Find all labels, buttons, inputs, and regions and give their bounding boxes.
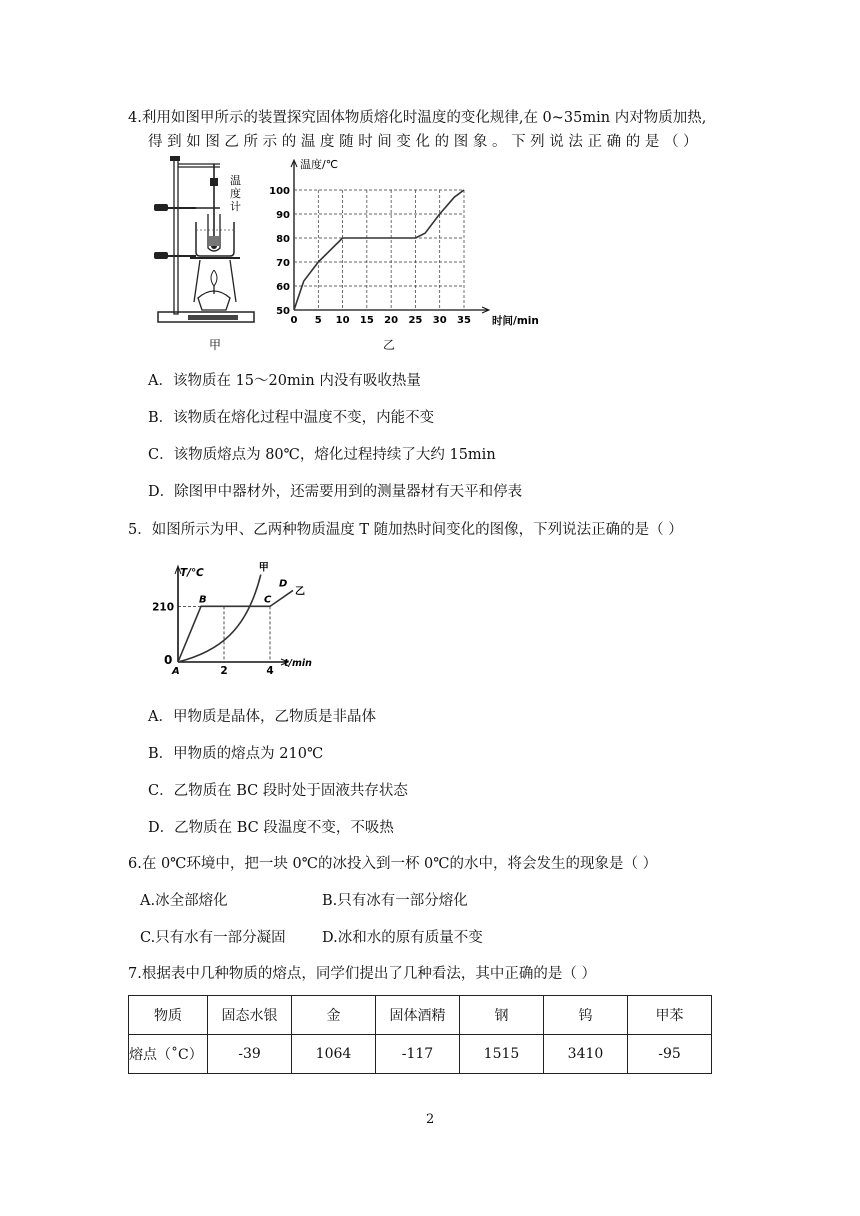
y-axis-label: T/℃ [180, 567, 204, 579]
y-tick-label: 100 [270, 186, 290, 197]
point-label: A [172, 666, 180, 677]
x-tick-label: 10 [335, 315, 350, 326]
page-number: 2 [426, 1112, 435, 1127]
q6-option-b: B.只有冰有一部分熔化 [322, 893, 468, 909]
table-cell: 熔点（˚C） [129, 1035, 208, 1074]
q5-option-c: C．乙物质在 BC 段时处于固液共存状态 [148, 783, 408, 799]
point-label: D [279, 578, 288, 590]
y-tick-label: 50 [276, 306, 290, 317]
y-tick-label: 70 [276, 258, 290, 269]
q4-stem-line2: 得 到 如 图 乙 所 示 的 温 度 随 时 间 变 化 的 图 象 。 下 列 说 法 正 确 的 是 （ ） [148, 134, 698, 150]
q4-option-c: C．该物质熔点为 80℃，熔化过程持续了大约 15min [148, 447, 496, 463]
y-tick-label: 90 [276, 210, 290, 221]
table-header-cell: 钨 [544, 996, 628, 1035]
x-tick-label: 5 [314, 315, 322, 326]
table-cell: -95 [628, 1035, 712, 1074]
q4-option-b: B．该物质在熔化过程中温度不变，内能不变 [148, 410, 435, 426]
melting-point-table [128, 995, 712, 1074]
x-tick-label: 15 [359, 315, 374, 326]
chart-jia-yi [150, 560, 330, 685]
x-tick-label: 2 [220, 665, 228, 677]
origin-label: 0 [164, 653, 173, 667]
thermometer-label-3: 计 [230, 200, 241, 213]
series-jia-label: 甲 [258, 562, 269, 574]
series-jia-curve [178, 575, 261, 662]
x-axis-label: t/min [284, 658, 312, 669]
table-header-cell: 金 [292, 996, 376, 1035]
x-tick-label: 20 [384, 315, 399, 326]
table-cell: 3410 [544, 1035, 628, 1074]
x-tick-label: 25 [408, 315, 423, 326]
series-yi-line [178, 590, 293, 662]
temperature-curve [294, 190, 464, 310]
series-yi-label: 乙 [295, 586, 305, 598]
table-header-cell: 物质 [129, 996, 208, 1035]
q5-option-b: B．甲物质的熔点为 210℃ [148, 746, 324, 762]
q7-stem: 7.根据表中几种物质的熔点，同学们提出了几种看法，其中正确的是（ ） [128, 966, 596, 982]
q4-option-d: D．除图甲中器材外，还需要用到的测量器材有天平和停表 [148, 484, 523, 500]
table-cell: -39 [208, 1035, 292, 1074]
y-tick-label: 80 [276, 234, 290, 245]
chart-yi [270, 152, 560, 332]
thermometer-label-1: 温 [230, 174, 241, 187]
y-tick-label: 210 [152, 601, 174, 614]
x-tick-label: 4 [266, 665, 274, 677]
y-tick-label: 60 [276, 282, 290, 293]
q5-option-d: D．乙物质在 BC 段温度不变，不吸热 [148, 820, 394, 836]
q4-option-a: A．该物质在 15～20min 内没有吸收热量 [148, 373, 421, 389]
q6-option-d: D.冰和水的原有质量不变 [322, 930, 483, 946]
q6-option-c: C.只有水有一部分凝固 [140, 930, 286, 946]
q5-stem: 5．如图所示为甲、乙两种物质温度 T 随加热时间变化的图像，下列说法正确的是（ ） [128, 522, 683, 538]
table-header-cell: 固态水银 [208, 996, 292, 1035]
x-axis-label: 时间/min [492, 315, 539, 327]
table-row [129, 1035, 712, 1074]
apparatus-figure [150, 152, 270, 332]
q6-stem: 6.在 0℃环境中，把一块 0℃的冰投入到一杯 0℃的水中，将会发生的现象是（ ） [128, 856, 658, 872]
y-axis-label: 温度/℃ [300, 158, 339, 171]
figure-jia-label: 甲 [209, 338, 222, 352]
q5-option-a: A．甲物质是晶体，乙物质是非晶体 [148, 709, 376, 725]
thermometer-label-2: 度 [230, 187, 241, 200]
table-header-cell: 固体酒精 [376, 996, 460, 1035]
point-label: C [264, 594, 272, 606]
q4-stem-line1: 4.利用如图甲所示的装置探究固体物质熔化时温度的变化规律,在 0~35min 内对物质加热, [128, 110, 707, 126]
x-tick-label: 30 [432, 315, 447, 326]
x-tick-label: 0 [290, 315, 298, 326]
point-label: B [199, 594, 207, 606]
table-header-cell: 钢 [460, 996, 544, 1035]
table-header-cell: 甲苯 [628, 996, 712, 1035]
q6-option-a: A.冰全部熔化 [140, 893, 228, 909]
table-cell: 1064 [292, 1035, 376, 1074]
table-header-row [129, 996, 712, 1035]
table-cell: -117 [376, 1035, 460, 1074]
table-cell: 1515 [460, 1035, 544, 1074]
figure-yi-label: 乙 [383, 338, 396, 352]
x-tick-label: 35 [457, 315, 471, 326]
